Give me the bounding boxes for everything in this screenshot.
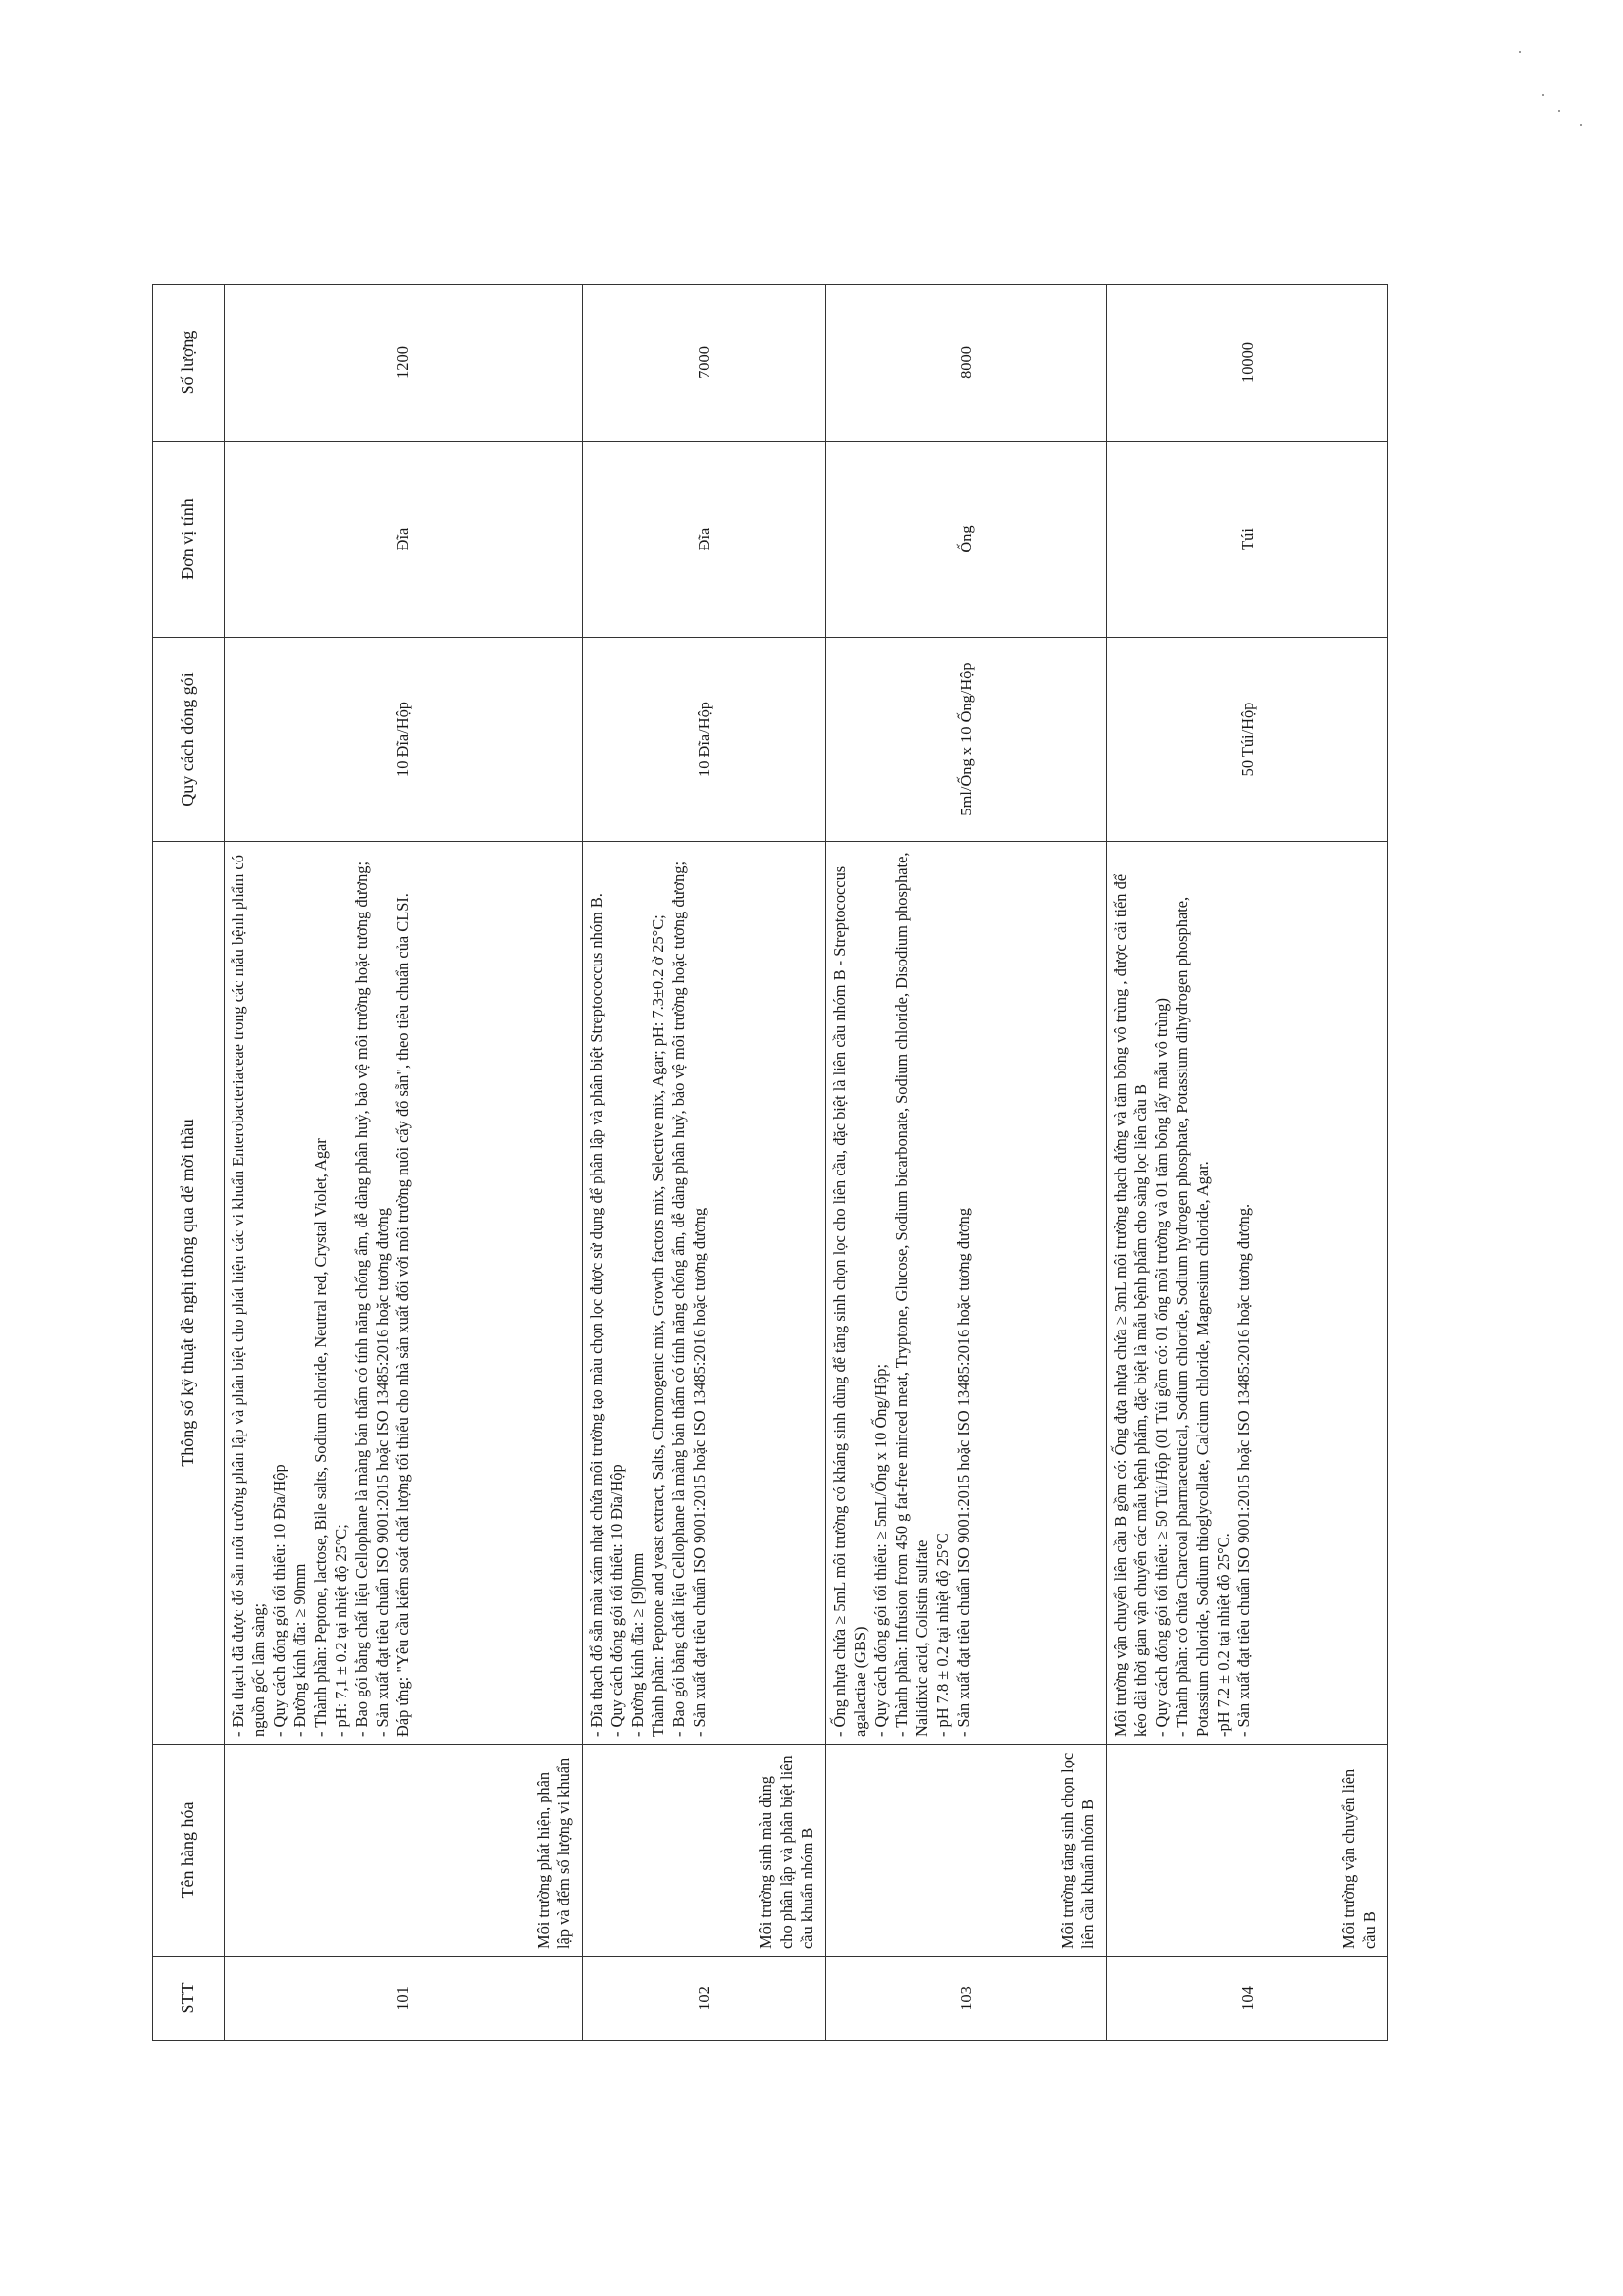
header-name: Tên hàng hóa [153, 1745, 225, 1957]
spec-line: - Bao gói bằng chất liệu Cellophane là màng bán thấm có tính năng chống ẩm, dễ dàng phân huỷ, bảo vệ môi trường hoặc tương đương; [668, 861, 688, 1737]
row-unit: Ống [825, 442, 1107, 638]
spec-line: - Đường kính đĩa: ≥ [9]0mm [627, 1552, 647, 1737]
table-row [1107, 285, 1388, 2041]
table-row [225, 285, 583, 2041]
spec-line: - Bao gói bằng chất liệu Cellophane là màng bán thấm có tính năng chống ẩm, dễ dàng phân huỷ, bảo vệ môi trường hoặc tương đương; [352, 861, 371, 1737]
row-spec [582, 842, 825, 1745]
table-header-row [153, 285, 225, 2041]
spec-line: -pH 7.2 ± 0.2 tại nhiệt độ 25°C. [1214, 1533, 1233, 1737]
scan-speck [1558, 110, 1560, 112]
spec-line: Môi trường vận chuyển liên cầu B gồm có: Ống đựa nhựa chứa ≥ 3mL môi trường thạch đứng và tăm bông vô trùng , được cải tiến để kéo dài thời gian vận chuyển các mẫu bệnh phẩm, đặc biệt là mẫu bệnh phẩm cho sàng lọc liên cầu B [1111, 873, 1151, 1737]
spec-line: Đáp ứng: "Yêu cầu kiểm soát chất lượng tối thiểu cho nhà sản xuất đối với môi trường nuôi cấy đổ sẵn", theo tiêu chuẩn của CLSI. [393, 893, 412, 1737]
row-stt: 101 [225, 1957, 583, 2041]
row-unit: Đĩa [582, 442, 825, 638]
spec-line: - Sản xuất đạt tiêu chuẩn ISO 9001:2015 hoặc ISO 13485:2016 hoặc tương đương [689, 1207, 708, 1737]
header-spec: Thông số kỹ thuật đề nghị thông qua để mời thầu [153, 842, 225, 1745]
row-spec [225, 842, 583, 1745]
spec-line: - Quy cách đóng gói tối thiểu: ≥ 5mL/Ống x 10 Ống/Hộp; [870, 1363, 890, 1737]
spec-line: - Thành phần: có chứa Charcoal pharmaceutical, Sodium chloride, Sodium hydrogen phosphate, Potassium dihydrogen phosphate, Potassium chloride, Sodium thioglycollate, Calcium chloride, Magnesium chloride, Agar. [1173, 896, 1213, 1737]
spec-line: - Sản xuất đạt tiêu chuẩn ISO 9001:2015 hoặc ISO 13485:2016 hoặc tương đương [953, 1207, 972, 1737]
header-stt: STT [153, 1957, 225, 2041]
row-spec [825, 842, 1107, 1745]
row-item-name: Môi trường tăng sinh chọn lọc liên cầu khuẩn nhóm B [825, 1745, 1107, 1957]
spec-line: - Thành phần: Peptone, lactose, Bile salts, Sodium chloride, Neutral red, Crystal Violet, Agar [311, 1138, 330, 1737]
row-quantity: 10000 [1107, 285, 1388, 442]
spec-line: - Đĩa thạch đổ sẵn màu xám nhạt chứa môi trường tạo màu chọn lọc được sử dụng để phân lập và phân biệt Streptococcus nhóm B. [586, 893, 605, 1737]
row-stt: 103 [825, 1957, 1107, 2041]
spec-line: - Thành phần: Infusion from 450 g fat-free minced meat, Tryptone, Glucose, Sodium bicarbonate, Sodium chloride, Disodium phosphate, Nalidixic acid, Colistin sulfate [891, 852, 931, 1737]
spec-line: - Sản xuất đạt tiêu chuẩn ISO 9001:2015 hoặc ISO 13485:2016 hoặc tương đương [373, 1207, 392, 1737]
spec-line: - Sản xuất đạt tiêu chuẩn ISO 9001:2015 hoặc ISO 13485:2016 hoặc tương đương. [1234, 1203, 1254, 1737]
spec-line: - Quy cách đóng gói tối thiểu: 10 Đĩa/Hộp [606, 1464, 626, 1737]
row-unit: Đĩa [225, 442, 583, 638]
spec-line: Thành phần: Peptone and yeast extract, Salts, Chromogenic mix, Growth factors mix, Selective mix, Agar; pH: 7.3±0.2 ở 25°C; [648, 914, 667, 1737]
header-qty: Số lượng [153, 285, 225, 442]
row-item-name: Môi trường vận chuyển liên cầu B [1107, 1745, 1388, 1957]
row-packaging: 10 Đĩa/Hộp [225, 638, 583, 842]
row-quantity: 1200 [225, 285, 583, 442]
row-item-name: Môi trường sinh màu dùng cho phân lập và phân biệt liên cầu khuẩn nhóm B [582, 1745, 825, 1957]
row-item-name: Môi trường phát hiện, phân lập và đếm số lượng vi khuẩn [225, 1745, 583, 1957]
rotated-page-content [152, 285, 1388, 2041]
spec-line: - pH: 7,1 ± 0.2 tại nhiệt độ 25°C; [332, 1524, 350, 1737]
header-pack: Quy cách đóng gói [153, 638, 225, 842]
row-stt: 104 [1107, 1957, 1388, 2041]
row-packaging: 5ml/Ống x 10 Ống/Hộp [825, 638, 1107, 842]
row-unit: Túi [1107, 442, 1388, 638]
row-quantity: 8000 [825, 285, 1107, 442]
table-row [582, 285, 825, 2041]
row-spec [1107, 842, 1388, 1745]
spec-line: - Quy cách đóng gói tối thiểu: ≥ 50 Túi/Hộp (01 Túi gồm có: 01 ống môi trường và 01 tăm bông lấy mẫu vô trùng) [1152, 998, 1172, 1737]
tender-spec-table [152, 284, 1388, 2041]
table-row [825, 285, 1107, 2041]
spec-line: - Ống nhựa chứa ≥ 5mL môi trường có kháng sinh dùng để tăng sinh chọn lọc cho liên cầu, đặc biệt là liên cầu nhóm B - Streptococcus agalactiae (GBS) [829, 865, 869, 1737]
scan-speck [1519, 51, 1521, 53]
row-packaging: 50 Túi/Hộp [1107, 638, 1388, 842]
header-unit: Đơn vị tính [153, 442, 225, 638]
spec-line: - Đĩa thạch đã được đổ sẵn môi trường phân lập và phân biệt cho phát hiện các vi khuẩn Enterobacteriaceae trong các mẫu bệnh phẩm có nguồn gốc lâm sàng; [229, 855, 268, 1737]
row-packaging: 10 Đĩa/Hộp [582, 638, 825, 842]
spec-line: - Quy cách đóng gói tối thiểu: 10 Đĩa/Hộp [270, 1464, 288, 1737]
row-stt: 102 [582, 1957, 825, 2041]
scan-speck [1542, 94, 1544, 96]
spec-line: - pH 7.8 ± 0.2 tại nhiệt độ 25°C [932, 1533, 952, 1737]
row-quantity: 7000 [582, 285, 825, 442]
spec-line: - Đường kính đĩa: ≥ 90mm [290, 1563, 309, 1737]
scan-speck [1580, 124, 1582, 126]
